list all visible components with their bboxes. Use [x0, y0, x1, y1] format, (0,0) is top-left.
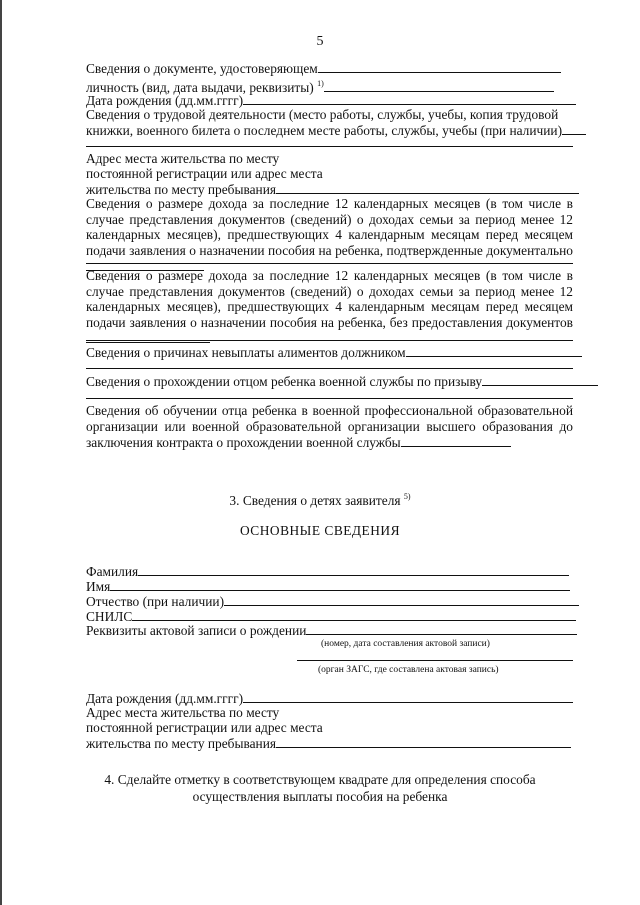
child-snils-input[interactable]	[132, 608, 576, 621]
child-address-line3: жительства по месту пребывания	[86, 735, 571, 751]
child-snils-field: СНИЛС	[86, 608, 576, 624]
birth-record-input[interactable]	[306, 622, 577, 635]
child-surname-field: Фамилия	[86, 563, 569, 579]
section3-subtitle: ОСНОВНЫЕ СВЕДЕНИЯ	[239, 523, 401, 538]
income-unconfirmed-extra-line[interactable]	[86, 340, 573, 341]
child-address-input[interactable]	[276, 735, 571, 748]
birth-date-input[interactable]	[243, 92, 576, 105]
military-education-input[interactable]	[401, 434, 511, 447]
address-line1: Адрес места жительства по месту	[86, 151, 280, 166]
section3-title: 3. Сведения о детях заявителя $^{5)}$	[229, 492, 411, 508]
alimony-field: Сведения о причинах невыплаты алиментов должником	[86, 344, 582, 360]
birth-record-caption: (номер, дата составления актовой записи)	[321, 639, 490, 649]
zags-input[interactable]	[297, 660, 573, 661]
work-field-line2: книжки, военного билета о последнем месте работы, службы, учебы (при наличии)	[86, 122, 586, 138]
military-extra-line[interactable]	[86, 398, 573, 399]
military-input[interactable]	[482, 373, 598, 386]
birth-record-field: Реквизиты актовой записи о рождении	[86, 622, 577, 638]
child-address-line1: Адрес места жительства по месту	[86, 705, 280, 720]
work-extra-line[interactable]	[86, 146, 573, 147]
military-field: Сведения о прохождении отцом ребенка военной службы по призыву	[86, 373, 598, 389]
doc-field-input-2[interactable]	[324, 79, 554, 92]
address-line2: постоянной регистрации или адрес места	[86, 166, 323, 181]
alimony-input[interactable]	[406, 344, 582, 357]
work-input[interactable]	[562, 122, 586, 135]
address-line3: жительства по месту пребывания	[86, 181, 579, 197]
income-confirmed-extra-line[interactable]	[86, 263, 573, 264]
military-education-field: Сведения об обучении отца ребенка в военной профессиональной образовательной организации или военной образовательной организации высшего образования до заключения контракта о прохождении военной службы	[86, 403, 573, 451]
work-field-line1: Сведения о трудовой деятельности (место работы, службы, учебы, копия трудовой	[86, 107, 559, 122]
page-number: 5	[316, 34, 324, 49]
birth-date-field: Дата рождения (дд.мм.гггг)	[86, 92, 576, 108]
section4-line2: осуществления выплаты пособия на ребенка	[192, 789, 448, 804]
child-birth-date-input[interactable]	[243, 690, 573, 703]
child-name-field: Имя	[86, 578, 570, 594]
zags-caption: (орган ЗАГС, где составлена актовая запись)	[318, 665, 499, 675]
section4-line1: 4. Сделайте отметку в соответствующем квадрате для определения способа	[104, 772, 536, 787]
child-address-line2: постоянной регистрации или адрес места	[86, 720, 323, 735]
doc-field-input-1[interactable]	[318, 60, 561, 73]
doc-field-line2: личность (вид, дата выдачи, реквизиты) $^{1)}$	[86, 76, 554, 95]
income-confirmed-field: Сведения о размере дохода за последние 12 календарных месяцев (в том числе в случае представления документов (сведений) о доходах семьи за период менее 12 календарных месяцев), предшествующих 4 календарным месяцам перед месяцем подачи заявления о назначении пособия на ребенка, подтвержденные документально	[86, 196, 573, 275]
child-surname-input[interactable]	[138, 563, 569, 576]
child-patronymic-input[interactable]	[224, 593, 579, 606]
scan-edge	[0, 0, 2, 905]
income-unconfirmed-input[interactable]	[86, 330, 210, 343]
address-input[interactable]	[276, 181, 579, 194]
child-patronymic-field: Отчество (при наличии)	[86, 593, 579, 609]
doc-field-line1: Сведения о документе, удостоверяющем	[86, 60, 561, 76]
income-unconfirmed-field: Сведения о размере дохода за последние 12 календарных месяцев (в том числе в случае представления документов (сведений) о доходах семьи за период менее 12 календарных месяцев), предшествующих 4 календарным месяцам перед месяцем подачи заявления о назначении пособия на ребенка, без предоставления документов	[86, 268, 573, 347]
child-name-input[interactable]	[110, 578, 570, 591]
child-birth-date-field: Дата рождения (дд.мм.гггг)	[86, 690, 573, 706]
alimony-extra-line[interactable]	[86, 368, 573, 369]
